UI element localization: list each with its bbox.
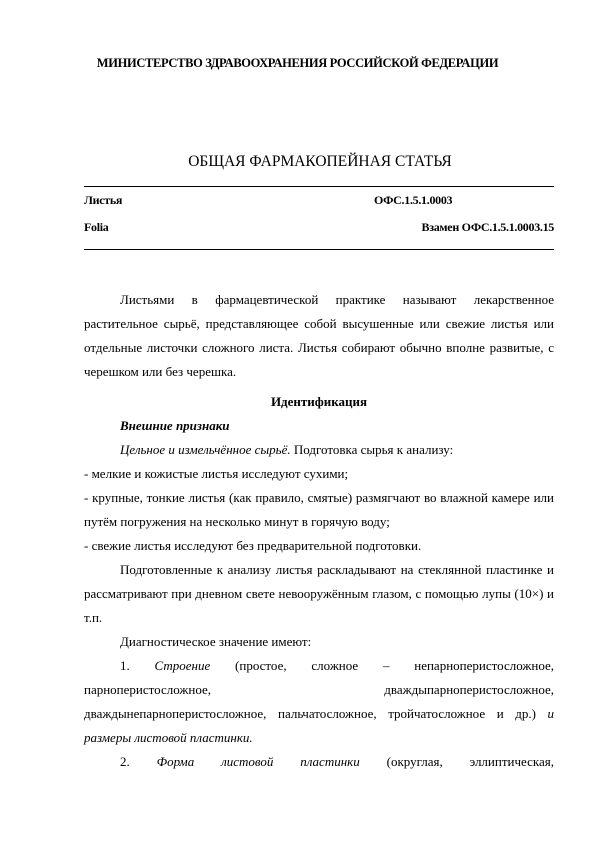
point-2-form: Форма листовой пластинки xyxy=(156,754,360,769)
point-1-number: 1. xyxy=(120,658,155,673)
list-item: - свежие листья исследуют без предварительной подготовки. xyxy=(84,538,422,553)
external-features-heading: Внешние признаки xyxy=(120,418,230,433)
point-1-sizes: и размеры листовой пластинки. xyxy=(84,706,554,745)
identification-heading: Идентификация xyxy=(270,394,368,409)
point-2-number: 2. xyxy=(120,754,157,769)
prepared-paragraph: Подготовленные к анализу листья раскладывают на стеклянной пластинке и рассматривают при дневном свете невооружённым глазом, с помощью лупы (10×) и т.п. xyxy=(84,562,554,625)
ministry-heading: МИНИСТЕРСТВО ЗДРАВООХРАНЕНИЯ РОССИЙСКОЙ ФЕДЕРАЦИИ xyxy=(96,56,499,70)
point-1-paragraph xyxy=(84,654,554,750)
point-2-paragraph xyxy=(84,750,554,774)
list-item: - крупные, тонкие листья (как правило, смятые) размягчают во влажной камере или путём погружения на несколько минут в горячую воду; xyxy=(84,490,554,529)
point-2-text: (округлая, эллиптическая, xyxy=(359,754,554,769)
intro-paragraph: Листьями в фармацевтической практике называют лекарственное растительное сырьё, представляющее собой высушенные или свежие листья или отдельные листочки сложного листа. Листья собирают обычно вполне развитые, с черешком или без черешка. xyxy=(84,292,554,379)
point-1-text: (простое, сложное – непарноперистосложное, парноперистосложное, дваждыпарноперистосложное, дваждынепарноперистосложное, пальчатосложное, тройчатосложное и др.) xyxy=(84,658,554,721)
list-item: - мелкие и кожистые листья исследуют сухими; xyxy=(84,466,349,481)
article-name-lat: Folia xyxy=(84,220,109,234)
whole-cut-label: Цельное и измельчённое сырьё. xyxy=(120,442,291,457)
article-replaces: Взамен ОФС.1.5.1.0003.15 xyxy=(421,220,554,234)
prep-text: Подготовка сырья к анализу: xyxy=(290,442,454,457)
article-code: ОФС.1.5.1.0003 xyxy=(374,193,453,207)
document-title: ОБЩАЯ ФАРМАКОПЕЙНАЯ СТАТЬЯ xyxy=(188,153,452,170)
point-1-structure: Строение xyxy=(154,658,211,673)
article-name-ru: Листья xyxy=(84,193,123,207)
article-body xyxy=(84,288,554,774)
header-rule-top xyxy=(84,186,554,187)
diagnostic-paragraph: Диагностическое значение имеют: xyxy=(120,634,312,649)
header-rule-bottom xyxy=(84,249,554,250)
prep-paragraph xyxy=(84,438,554,462)
